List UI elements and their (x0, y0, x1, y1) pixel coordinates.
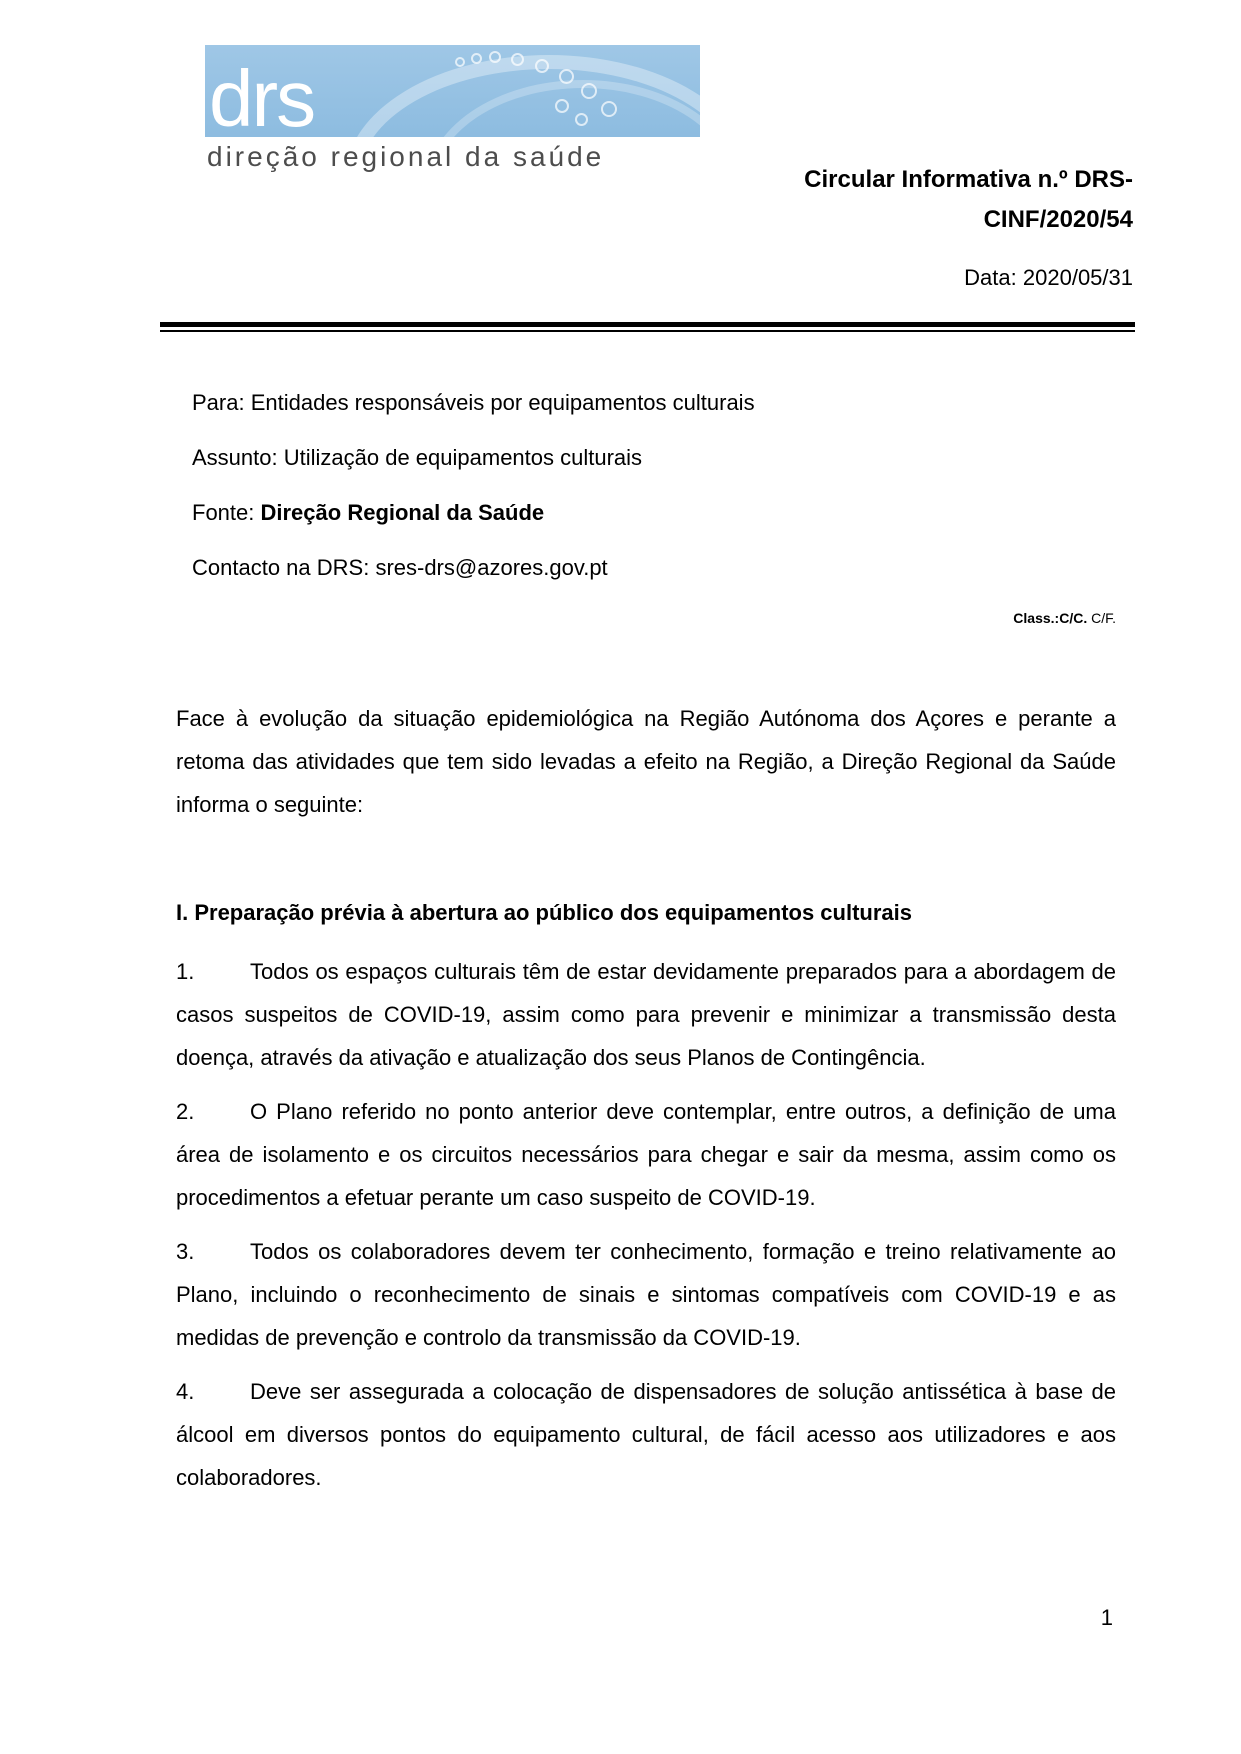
assunto-value: Utilização de equipamentos culturais (283, 445, 643, 470)
classification-label: Class.:C/C. (1013, 610, 1088, 626)
logo-dot (575, 113, 588, 126)
item-text: Todos os espaços culturais têm de estar devidamente preparados para a abordagem de casos suspeitos de COVID-19, assim como para prevenir e minimizar a transmissão desta doença, através da ativação e atualização dos seus Planos de Contingência. (176, 959, 1116, 1070)
classification-value: C/F. (1091, 610, 1116, 626)
logo-dots-decoration (455, 51, 695, 131)
logo-banner (205, 45, 700, 137)
logo-dot (455, 57, 465, 67)
date-value: 2020/05/31 (1022, 265, 1133, 290)
fonte-value: Direção Regional da Saúde (260, 500, 545, 525)
list-item (176, 1230, 1116, 1359)
header-divider-thin (160, 330, 1135, 332)
item-number: 2. (176, 1099, 195, 1124)
logo-dot (601, 101, 617, 117)
circular-date (964, 265, 1133, 291)
list-item (176, 950, 1116, 1079)
item-text: O Plano referido no ponto anterior deve contemplar, entre outros, a definição de uma área de isolamento e os circuitos necessários para chegar e sair da mesma, assim como os procedimentos a efetuar perante um caso suspeito de COVID-19. (176, 1099, 1116, 1210)
fonte-label: Fonte: (192, 500, 255, 525)
logo-dot (471, 53, 482, 64)
item-text: Deve ser assegurada a colocação de dispensadores de solução antissética à base de álcool em diversos pontos do equipamento cultural, de fácil acesso aos utilizadores e aos colaboradores. (176, 1379, 1116, 1490)
para-value: Entidades responsáveis por equipamentos culturais (250, 390, 755, 415)
list-item (176, 1370, 1116, 1499)
date-label: Data: (964, 265, 1017, 290)
para-label: Para: (192, 390, 245, 415)
logo-name: direção regional da saúde (207, 141, 605, 172)
intro-paragraph: Face à evolução da situação epidemiológica na Região Autónoma dos Açores e perante a retoma das atividades que tem sido levadas a efeito na Região, a Direção Regional da Saúde informa o seguinte: (176, 706, 1116, 817)
meta-fonte (192, 498, 755, 553)
item-text: Todos os colaboradores devem ter conhecimento, formação e treino relativamente ao Plano, incluindo o reconhecimento de sinais e sintomas compatíveis com COVID-19 e as medidas de prevenção e controlo da transmissão da COVID-19. (176, 1239, 1116, 1350)
logo-dot (581, 83, 597, 99)
page-number: 1 (1100, 1605, 1113, 1630)
assunto-label: Assunto: (192, 445, 278, 470)
numbered-list (176, 950, 1116, 1510)
classification (1013, 610, 1116, 626)
meta-contacto (192, 553, 755, 608)
logo-dot (511, 53, 524, 66)
circular-metadata (192, 388, 755, 608)
section-heading: I. Preparação prévia à abertura ao público dos equipamentos culturais (176, 900, 913, 925)
item-number: 1. (176, 959, 195, 984)
drs-logo (205, 45, 700, 175)
meta-assunto (192, 443, 755, 498)
circular-title-line2: CINF/2020/54 (983, 206, 1133, 233)
logo-dot (535, 59, 549, 73)
contacto-email: sres-drs@azores.gov.pt (375, 555, 608, 580)
meta-para (192, 388, 755, 443)
logo-abbr: drs (209, 54, 315, 137)
list-item (176, 1090, 1116, 1219)
item-number: 3. (176, 1239, 195, 1264)
logo-dot (555, 99, 569, 113)
contacto-label: Contacto na DRS: (192, 555, 370, 580)
logo-dot (489, 51, 501, 63)
item-number: 4. (176, 1379, 195, 1404)
circular-title-line1: Circular Informativa n.º DRS- (804, 166, 1133, 193)
header-divider (160, 322, 1135, 327)
circular-title (804, 160, 1133, 240)
logo-dot (559, 69, 574, 84)
